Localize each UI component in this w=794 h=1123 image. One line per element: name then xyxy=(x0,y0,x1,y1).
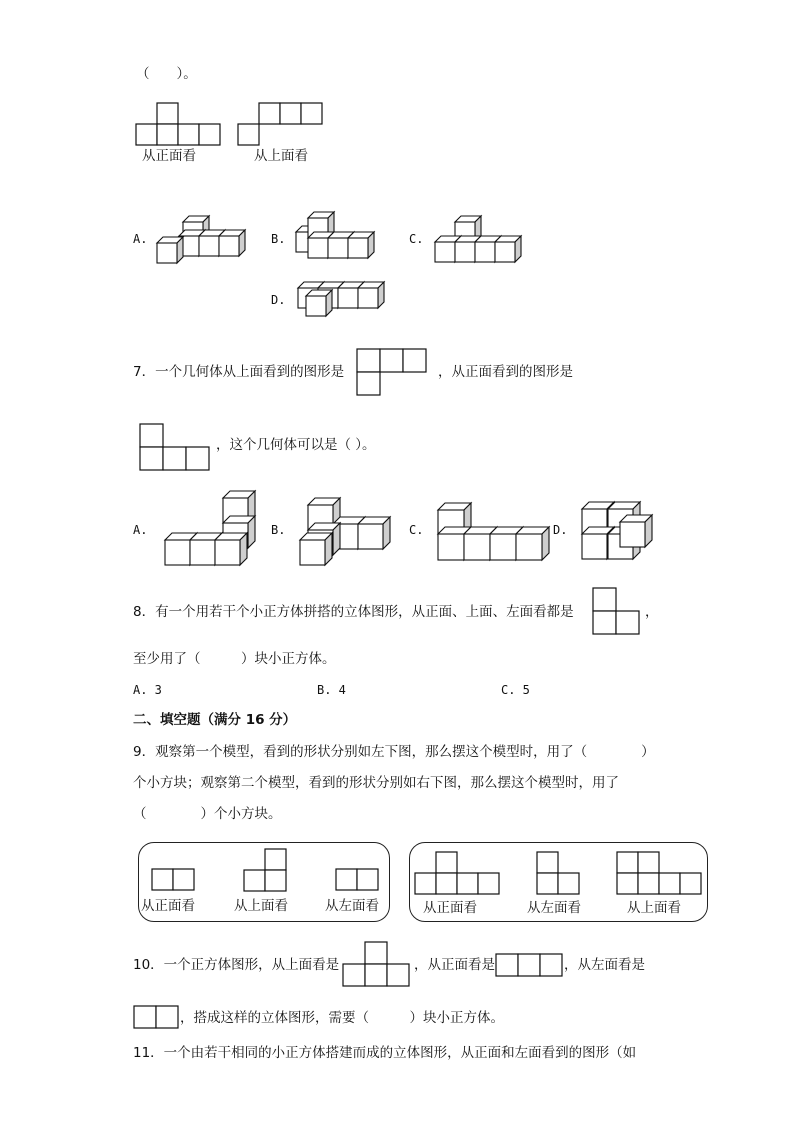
q7-option-b-figure[interactable] xyxy=(298,492,394,566)
q10-side-view-figure xyxy=(133,1005,181,1029)
q6-option-b-figure[interactable] xyxy=(294,210,386,266)
q8-view-figure xyxy=(592,587,640,635)
q7-option-a[interactable]: A. xyxy=(133,523,148,537)
q6-option-b[interactable]: B. xyxy=(271,232,286,246)
cube xyxy=(219,230,245,256)
q7-stem-part1: 7．一个几何体从上面看到的图形是 xyxy=(133,364,345,380)
q8-option-c[interactable]: C. 5 xyxy=(501,683,530,697)
q7-option-a-figure[interactable] xyxy=(163,490,263,566)
cube xyxy=(157,237,183,263)
q7-front-view-figure xyxy=(139,423,211,471)
q9-right-label-side: 从左面看 xyxy=(527,900,581,916)
q6-option-d[interactable]: D. xyxy=(271,293,286,307)
q9-left-label-side: 从左面看 xyxy=(325,898,379,914)
q9-right-front-figure xyxy=(414,851,500,895)
q6-option-a[interactable]: A. xyxy=(133,232,148,246)
q9-left-label-front: 从正面看 xyxy=(141,898,195,914)
q7-option-c-figure[interactable] xyxy=(436,496,552,562)
q7-option-c[interactable]: C. xyxy=(409,523,424,537)
q6-option-d-figure[interactable] xyxy=(294,278,388,320)
cube xyxy=(358,282,384,308)
q9-left-label-top: 从上面看 xyxy=(234,898,288,914)
q6-option-c[interactable]: C. xyxy=(409,232,424,246)
q9-right-top-figure xyxy=(616,851,702,895)
q8-option-b[interactable]: B. 4 xyxy=(317,683,346,697)
q9-right-label-top: 从上面看 xyxy=(627,900,681,916)
q9-left-front-figure xyxy=(151,868,195,892)
q9-left-top-figure xyxy=(243,848,287,892)
q10-stem-part3: ，从左面看是 xyxy=(564,957,645,973)
q8-stem-part1: 8．有一个用若干个小正方体拼搭的立体图形，从正面、上面、左面看都是 xyxy=(133,604,574,620)
q10-front-view-figure xyxy=(495,953,563,977)
q10-stem-part2: ，从正面看是 xyxy=(414,957,495,973)
q9-line3: （ ）个小方块。 xyxy=(133,806,282,822)
q10-stem-part4: ，搭成这样的立体图形，需要（ ）块小正方体。 xyxy=(180,1010,504,1026)
cube xyxy=(306,290,332,316)
cube xyxy=(620,515,652,547)
q9-right-side-figure xyxy=(536,851,580,895)
q8-stem-part2: ， xyxy=(645,604,659,620)
q7-option-b[interactable]: B. xyxy=(271,523,286,537)
q7-top-view-figure xyxy=(356,348,428,396)
q6-front-view-label: 从正面看 xyxy=(142,148,196,164)
q7-stem-part3: ，这个几何体可以是（ ）。 xyxy=(216,437,376,453)
cube xyxy=(495,236,521,262)
cube xyxy=(215,533,247,565)
section-heading: 二、填空题（满分 16 分） xyxy=(133,712,297,728)
cube xyxy=(516,527,549,560)
q6-option-c-figure[interactable] xyxy=(433,210,525,266)
q9-right-label-front: 从正面看 xyxy=(423,900,477,916)
q7-option-d-figure[interactable] xyxy=(580,496,660,562)
cube xyxy=(348,232,374,258)
q7-stem-part2: ，从正面看到的图形是 xyxy=(438,364,573,380)
q6-front-view-figure xyxy=(136,102,226,146)
q6-top-view-label: 从上面看 xyxy=(254,148,308,164)
q9-line2: 个小方块；观察第二个模型，看到的形状分别如右下图，那么摆这个模型时，用了 xyxy=(133,775,619,791)
q11-stem: 11．一个由若干相同的小正方体搭建而成的立体图形，从正面和左面看到的图形（如 xyxy=(133,1045,637,1061)
q8-stem-part3: 至少用了（ ）块小正方体。 xyxy=(133,651,336,667)
cube xyxy=(300,533,332,565)
q8-option-a[interactable]: A. 3 xyxy=(133,683,162,697)
cube xyxy=(358,517,390,549)
q9-line1: 9．观察第一个模型，看到的形状分别如左下图，那么摆这个模型时，用了（ ） xyxy=(133,744,655,760)
q10-top-view-figure xyxy=(342,941,412,987)
q6-option-a-figure[interactable] xyxy=(155,210,247,266)
q7-option-d[interactable]: D. xyxy=(553,523,568,537)
q9-left-side-figure xyxy=(335,868,379,892)
q10-stem-part1: 10．一个正方体图形，从上面看是 xyxy=(133,957,340,973)
q6-top-view-figure xyxy=(238,102,328,146)
q6-stem-tail: （ ）。 xyxy=(136,66,197,82)
